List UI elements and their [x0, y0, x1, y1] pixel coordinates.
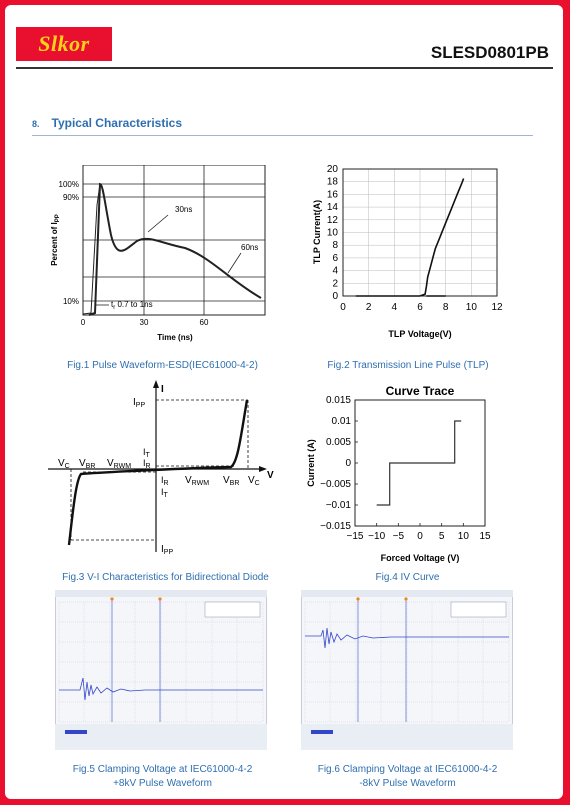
fig4-xtick-label: −5 — [392, 531, 405, 542]
brand-logo — [16, 27, 112, 61]
fig3-label-it-low: $I_T$ — [161, 487, 168, 499]
fig2-xtick-label: 4 — [391, 302, 398, 313]
fig2-tlp-chart — [303, 160, 508, 345]
fig4-ytick-label: 0 — [345, 458, 351, 469]
fig2-ytick-label: 18 — [326, 176, 338, 188]
fig2-ylabel: TLP Current(A) — [312, 199, 322, 265]
fig2-grid — [343, 169, 497, 296]
fig2-xlabel: TLP Voltage(V) — [388, 329, 452, 339]
fig2-xtick-label: 2 — [365, 302, 372, 313]
fig4-ytick-label: 0.015 — [325, 395, 351, 406]
fig4-caption: Fig.4 IV Curve — [375, 572, 440, 583]
fig2-ytick-label: 10 — [326, 227, 338, 239]
fig3-label-vc-left: $V_C$ — [58, 458, 70, 470]
fig1-ytick-100: 100% — [58, 180, 79, 189]
fig6-oscilloscope-screenshot — [301, 590, 513, 750]
fig2-caption: Fig.2 Transmission Line Pulse (TLP) — [327, 360, 489, 371]
fig1-pulse-waveform — [45, 165, 275, 350]
fig2-ytick-label: 4 — [332, 265, 338, 277]
fig6-caption-line1: Fig.6 Clamping Voltage at IEC61000-4-2 — [317, 764, 498, 775]
fig1-ylabel: Percent of $I_{PP}$ — [50, 214, 61, 266]
fig2-ytick-label: 2 — [332, 278, 338, 290]
fig4-ytick-label: 0.01 — [331, 416, 351, 427]
fig3-label-v: V — [267, 470, 274, 481]
fig6-marker — [404, 597, 407, 600]
fig2-ytick-label: 6 — [332, 252, 338, 264]
fig2-ytick-label: 14 — [326, 202, 338, 214]
fig2-xtick-label: 0 — [340, 302, 346, 313]
fig1-xlabel: Time (ns) — [157, 333, 193, 342]
fig3-label-i: I — [161, 384, 164, 395]
fig3-label-vbr-left: $V_{BR}$ — [79, 458, 96, 470]
fig4-data-line — [377, 421, 462, 505]
fig4-xtick-label: −10 — [368, 531, 386, 542]
fig1-caption: Fig.1 Pulse Waveform-ESD(IEC61000-4-2) — [67, 360, 258, 371]
fig6-marker — [356, 597, 359, 600]
fig3-label-ipp-top: $I_{PP}$ — [133, 397, 146, 409]
fig6-readout-box — [451, 602, 506, 617]
fig2-xtick-label: 6 — [417, 302, 423, 313]
fig3-label-ir-low: $I_R$ — [161, 475, 169, 487]
fig3-label-vbr-right: $V_{BR}$ — [223, 475, 240, 487]
fig1-annot-60-arrow — [228, 253, 241, 273]
fig5-caption — [50, 763, 275, 791]
fig4-xtick-label: 0 — [417, 531, 423, 542]
fig4-yticks — [320, 395, 358, 532]
fig5-topbar — [55, 590, 267, 597]
fig4-ytick-label: 0.005 — [325, 437, 351, 448]
fig5-caption-line1: Fig.5 Clamping Voltage at IEC61000-4-2 — [72, 764, 253, 775]
fig1-annot-rise: $t_r$ 0.7 to 1ns — [111, 300, 153, 311]
fig3-label-vrwm-right: $V_{RWM}$ — [185, 475, 210, 487]
section-number: 8. — [32, 119, 40, 129]
fig5-oscilloscope-screenshot — [55, 590, 267, 750]
fig1-annot-30-arrow — [148, 215, 168, 232]
fig1-waveform-curve — [89, 184, 261, 315]
section-rule — [32, 135, 533, 136]
part-number: SLESD0801PB — [430, 43, 549, 62]
fig6-caption-line2: -8kV Pulse Waveform — [359, 778, 456, 789]
fig2-xtick-label: 12 — [491, 302, 503, 313]
fig4-ytick-label: −0.005 — [320, 479, 351, 490]
fig3-caption: Fig.3 V-I Characteristics for Bidirectional Diode — [62, 572, 269, 583]
fig5-status-bar — [55, 724, 267, 750]
fig5-marker — [158, 597, 161, 600]
fig3-i-axis-arrow — [153, 380, 159, 388]
fig3-diode-curve — [69, 400, 247, 545]
fig4-xtick-label: −15 — [346, 531, 364, 542]
fig2-data-line — [356, 179, 464, 297]
fig2-xtick-label: 8 — [442, 302, 449, 313]
fig5-marker — [110, 597, 113, 600]
fig6-caption — [295, 763, 520, 791]
fig3-label-it: $I_T$ — [143, 447, 150, 459]
fig3-label-ipp-bot: $I_{PP}$ — [161, 544, 174, 556]
fig4-ytick-label: −0.015 — [320, 521, 351, 532]
fig4-xtick-label: 5 — [438, 531, 445, 542]
fig3-label-vc-right: $V_C$ — [248, 475, 260, 487]
fig6-channel-tag — [311, 730, 333, 734]
fig4-ytick-label: −0.01 — [325, 500, 351, 511]
fig4-xlabel: Forced Voltage (V) — [380, 553, 460, 563]
fig2-ytick-label: 12 — [326, 214, 338, 226]
section-heading — [32, 116, 182, 130]
fig1-ytick-90: 90% — [62, 193, 79, 202]
fig4-xtick-label: 10 — [457, 531, 469, 542]
fig1-ytick-10: 10% — [62, 297, 79, 306]
fig1-annot-60: 60ns — [241, 243, 259, 252]
fig2-xtick-label: 10 — [465, 302, 477, 313]
fig2-yticks — [327, 164, 339, 302]
fig1-annot-30: 30ns — [175, 205, 193, 214]
datasheet-page — [5, 5, 563, 799]
fig5-caption-line2: +8kV Pulse Waveform — [113, 778, 212, 789]
fig2-ytick-label: 0 — [332, 291, 338, 302]
section-title: Typical Characteristics — [51, 116, 183, 130]
fig3-label-ir: $I_R$ — [143, 458, 151, 470]
fig1-xtick-30: 30 — [139, 318, 149, 327]
fig3-label-vrwm-left: $V_{RWM}$ — [107, 458, 132, 470]
fig1-xtick-0: 0 — [80, 318, 86, 327]
fig2-ytick-label: 16 — [326, 189, 338, 201]
fig3-v-axis-arrow — [259, 466, 267, 472]
fig5-readout-box — [205, 602, 260, 617]
fig2-ytick-label: 8 — [332, 240, 338, 252]
fig6-topbar — [301, 590, 513, 597]
fig1-xtick-60: 60 — [199, 318, 209, 327]
fig4-xtick-label: 15 — [479, 531, 491, 542]
fig6-status-bar — [301, 724, 513, 750]
fig2-xticks — [340, 302, 503, 313]
fig4-title: Curve Trace — [385, 384, 455, 398]
fig5-channel-tag — [65, 730, 87, 734]
fig4-ylabel: Current (A) — [306, 439, 316, 487]
logo-text: Slkor — [38, 31, 90, 56]
fig2-ytick-label: 20 — [326, 164, 338, 175]
header-rule — [16, 67, 553, 69]
fig3-vi-characteristics — [43, 380, 281, 560]
fig4-iv-curve — [300, 377, 520, 567]
